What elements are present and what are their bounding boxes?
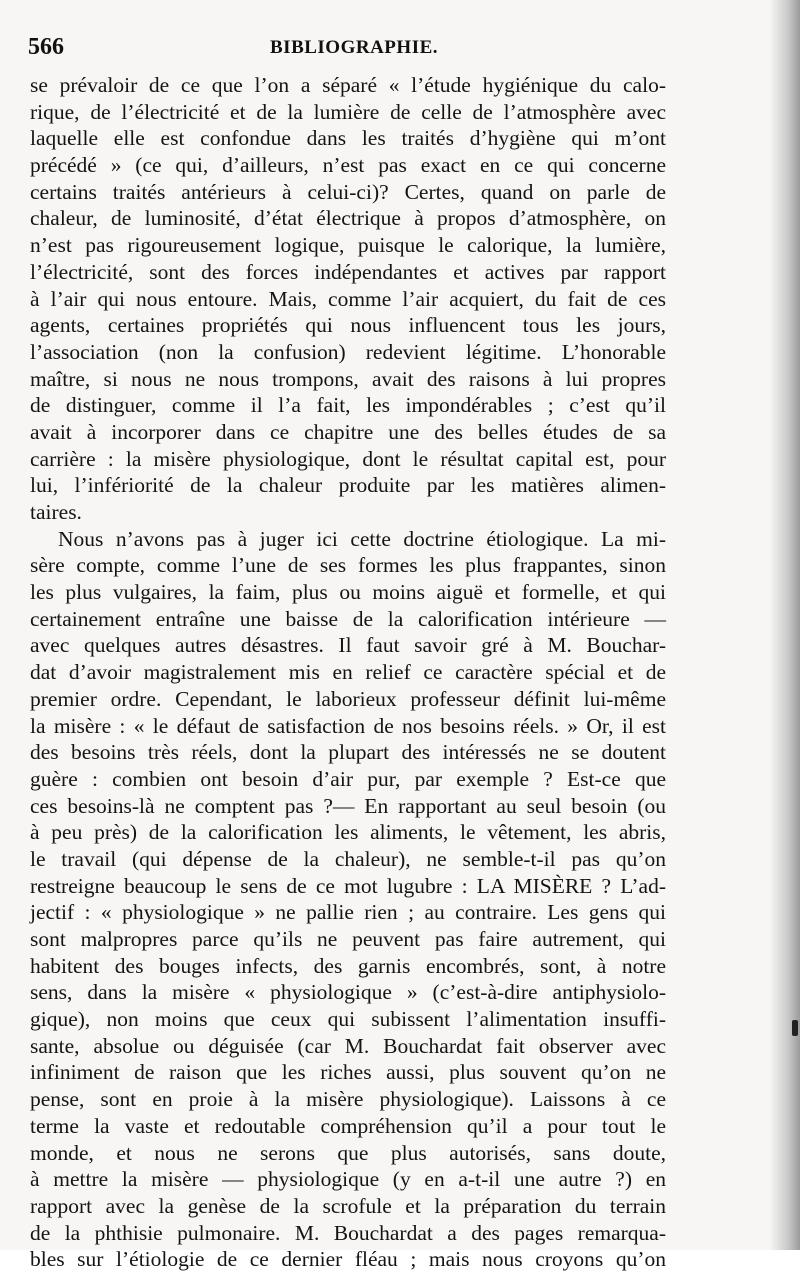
text-line: l’association (non la confusion) redevient légitime. L’honorable: [30, 339, 666, 364]
text-line: rapport avec la genèse de la scrofule et la préparation du terrain: [30, 1193, 666, 1218]
text-line: se prévaloir de ce que l’on a séparé « l’étude hygiénique du calo-: [30, 73, 666, 97]
text-line: de distinguer, comme il l’a fait, les impondérables ; c’est qu’il: [30, 393, 666, 418]
text-line: sère compte, comme l’une de ses formes les plus frappantes, sinon: [30, 553, 666, 578]
text-line: sont malpropres parce qu’ils ne peuvent pas faire autrement, qui: [30, 927, 666, 951]
text-line: des besoins très réels, dont la plupart des intéressés ne se doutent: [30, 740, 666, 765]
text-line: monde, et nous ne serons que plus autorisés, sans doute,: [30, 1140, 666, 1165]
text-line: n’est pas rigoureusement logique, puisque le calorique, la lumière,: [30, 233, 666, 258]
text-line: à l’air qui nous entoure. Mais, comme l’air acquiert, du fait de ces: [30, 286, 666, 311]
text-line: avec quelques autres désastres. Il faut savoir gré à M. Bouchar-: [30, 633, 666, 658]
text-line: infiniment de raison que les riches aussi, plus souvent qu’on ne: [30, 1060, 666, 1085]
text-line: gique), non moins que ceux qui subissent l’alimentation insuffi-: [30, 1007, 666, 1032]
page-number: 566: [28, 34, 64, 60]
page-header: [28, 34, 728, 62]
text-line: pense, sont en proie à la misère physiologique). Laissons à ce: [30, 1087, 666, 1112]
text-line: agents, certaines propriétés qui nous influencent tous les jours,: [30, 313, 666, 338]
text-line: premier ordre. Cependant, le laborieux professeur définit lui-même: [30, 686, 666, 711]
text-line: lui, l’infériorité de la chaleur produite par les matières alimen-: [30, 473, 666, 498]
text-line: laquelle elle est confondue dans les traités d’hygiène qui m’ont: [30, 126, 666, 151]
text-line: le travail (qui dépense de la chaleur), ne semble-t-il pas qu’on: [30, 846, 666, 871]
text-line: à peu près) de la calorification les aliments, le vêtement, les abris,: [30, 820, 666, 845]
text-line: Nous n’avons pas à juger ici cette doctrine étiologique. La mi-: [58, 526, 666, 551]
text-line: terme la vaste et redoutable compréhension qu’il a pour tout le: [30, 1113, 666, 1138]
text-line: de la phthisie pulmonaire. M. Bouchardat a des pages remarqua-: [30, 1220, 666, 1245]
text-line: carrière : la misère physiologique, dont le résultat capital est, pour: [30, 446, 666, 471]
text-line: taires.: [30, 500, 82, 524]
text-line: certains traités antérieurs à celui-ci)? Certes, quand on parle de: [30, 179, 666, 204]
text-line: certainement entraîne une baisse de la calorification intérieure —: [30, 606, 666, 631]
text-line: ces besoins-là ne comptent pas ?— En rapportant au seul besoin (ou: [30, 793, 666, 818]
text-line: à mettre la misère — physiologique (y en a-t-il une autre ?) en: [30, 1167, 666, 1192]
text-line: maître, si nous ne nous trompons, avait des raisons à lui propres: [30, 366, 666, 391]
text-line: dat d’avoir magistralement mis en relief ce caractère spécial et de: [30, 660, 666, 685]
text-line: chaleur, de luminosité, d’état électrique à propos d’atmosphère, on: [30, 206, 666, 231]
page-edge-shadow: [770, 0, 800, 1250]
text-line: habitent des bouges infects, des garnis encombrés, sont, à notre: [30, 953, 666, 978]
text-line: sens, dans la misère « physiologique » (c’est-à-dire antiphysiolo-: [30, 980, 666, 1005]
text-line: bles sur l’étiologie de ce dernier fléau ; mais nous croyons qu’on: [30, 1247, 666, 1272]
text-line: jectif : « physiologique » ne pallie rien ; au contraire. Les gens qui: [30, 900, 666, 925]
text-line: l’électricité, sont des forces indépendantes et actives par rapport: [30, 259, 666, 284]
text-line: restreigne beaucoup le sens de ce mot lugubre : LA MISÈRE ? L’ad-: [30, 873, 666, 898]
body-text: [30, 72, 666, 1273]
text-line: les plus vulgaires, la faim, plus ou moins aiguë et formelle, et qui: [30, 580, 666, 605]
text-line: rique, de l’électricité et de la lumière de celle de l’atmosphère avec: [30, 99, 666, 124]
text-line: la misère : « le défaut de satisfaction de nos besoins réels. » Or, il est: [30, 713, 666, 738]
text-line: sante, absolue ou déguisée (car M. Bouchardat fait observer avec: [30, 1033, 666, 1058]
text-line: précédé » (ce qui, d’ailleurs, n’est pas exact en ce qui concerne: [30, 153, 666, 178]
text-line: guère : combien ont besoin d’air pur, par exemple ? Est-ce que: [30, 766, 666, 791]
running-head: BIBLIOGRAPHIE.: [270, 37, 439, 58]
edge-mark: [792, 1020, 798, 1036]
text-line: avait à incorporer dans ce chapitre une des belles études de sa: [30, 419, 666, 444]
